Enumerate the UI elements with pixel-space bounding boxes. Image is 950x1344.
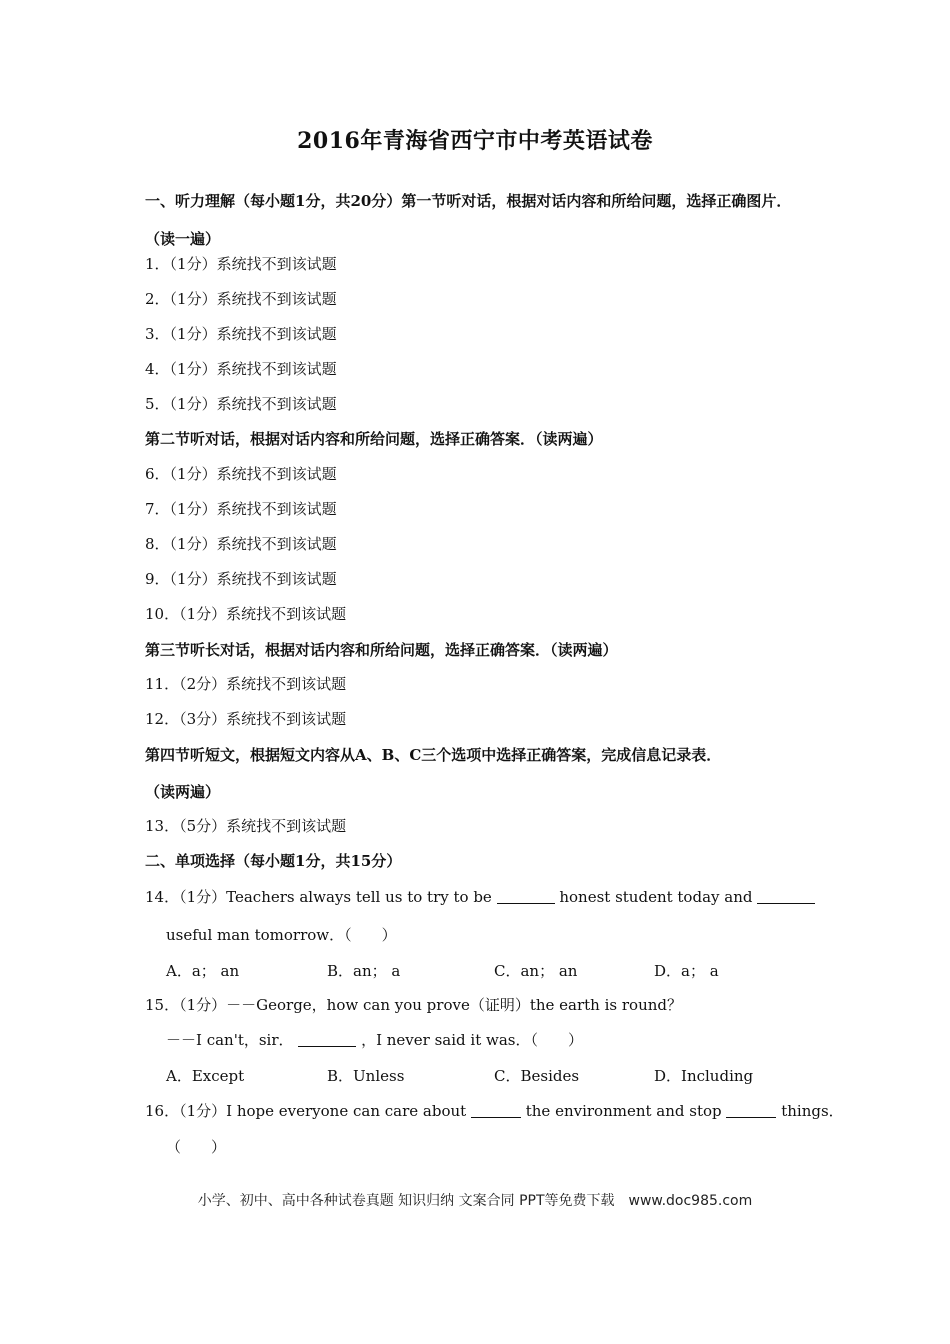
q14-text-b: honest student today and: [559, 888, 753, 906]
page-title: 2016年青海省西宁市中考英语试卷: [297, 128, 653, 154]
list-item: 6．（1分）系统找不到该试题: [145, 465, 337, 483]
list-item: 3．（1分）系统找不到该试题: [145, 325, 337, 343]
list-item: 4．（1分）系统找不到该试题: [145, 360, 337, 378]
q15-text-a: －－I can't，sir．: [166, 1031, 294, 1049]
q15-option-b: B．Unless: [327, 1067, 405, 1085]
q14-option-a: A．a； an: [166, 962, 240, 980]
list-item: 5．（1分）系统找不到该试题: [145, 395, 337, 413]
part2-heading: 二、单项选择（每小题1分，共15分）: [145, 852, 402, 870]
q14-text-a: 14．（1分）Teachers always tell us to try to be: [145, 888, 492, 906]
list-item: 11．（2分）系统找不到该试题: [145, 675, 347, 693]
page-footer: 小学、初中、高中各种试卷真题 知识归纳 文案合同 PPT等免费下载 www.doc985.com: [197, 1193, 753, 1209]
q14-option-d: D．a； a: [654, 962, 719, 980]
q14-blank-2: [757, 889, 815, 904]
list-item: 1．（1分）系统找不到该试题: [145, 255, 337, 273]
q16-text-b: the environment and stop: [525, 1102, 722, 1120]
q15-option-d: D．Including: [654, 1067, 754, 1085]
q15-option-c: C．Besides: [494, 1067, 580, 1085]
section3-heading: 第三节听长对话，根据对话内容和所给问题，选择正确答案．（读两遍）: [145, 641, 618, 659]
question-14-line1: [145, 887, 815, 907]
q16-blank-1: [471, 1103, 521, 1118]
question-16-line2: （ ）: [166, 1138, 227, 1156]
q15-text-b: ，I never said it was．（ ）: [361, 1031, 583, 1049]
question-14-line2: useful man tomorrow．（ ）: [166, 926, 397, 944]
list-item: 13．（5分）系统找不到该试题: [145, 817, 347, 835]
list-item: 8．（1分）系统找不到该试题: [145, 535, 337, 553]
section4-heading-line1: 第四节听短文，根据短文内容从A、B、C三个选项中选择正确答案，完成信息记录表．: [145, 746, 722, 764]
q15-option-a: A．Except: [166, 1067, 245, 1085]
section2-heading: 第二节听对话，根据对话内容和所给问题，选择正确答案．（读两遍）: [145, 430, 603, 448]
q16-text-c: things．: [781, 1102, 844, 1120]
q14-option-c: C．an； an: [494, 962, 578, 980]
part1-heading: 一、听力理解（每小题1分，共20分）第一节听对话，根据对话内容和所给问题，选择正确图片．（读一遍）: [145, 192, 792, 248]
question-15-line2: [166, 1030, 583, 1050]
question-16-line1: [145, 1101, 844, 1121]
list-item: 10．（1分）系统找不到该试题: [145, 605, 347, 623]
section4-heading-line2: （读两遍）: [145, 783, 221, 801]
q14-blank-1: [497, 889, 555, 904]
list-item: 7．（1分）系统找不到该试题: [145, 500, 337, 518]
q14-option-b: B．an； a: [327, 962, 401, 980]
q16-blank-2: [726, 1103, 776, 1118]
q15-blank: [298, 1032, 356, 1047]
list-item: 2．（1分）系统找不到该试题: [145, 290, 337, 308]
question-15-line1: 15．（1分）－－George，how can you prove（证明）the earth is round？: [145, 996, 682, 1014]
list-item: 12．（3分）系统找不到该试题: [145, 710, 347, 728]
list-item: 9．（1分）系统找不到该试题: [145, 570, 337, 588]
q16-text-a: 16．（1分）I hope everyone can care about: [145, 1102, 467, 1120]
